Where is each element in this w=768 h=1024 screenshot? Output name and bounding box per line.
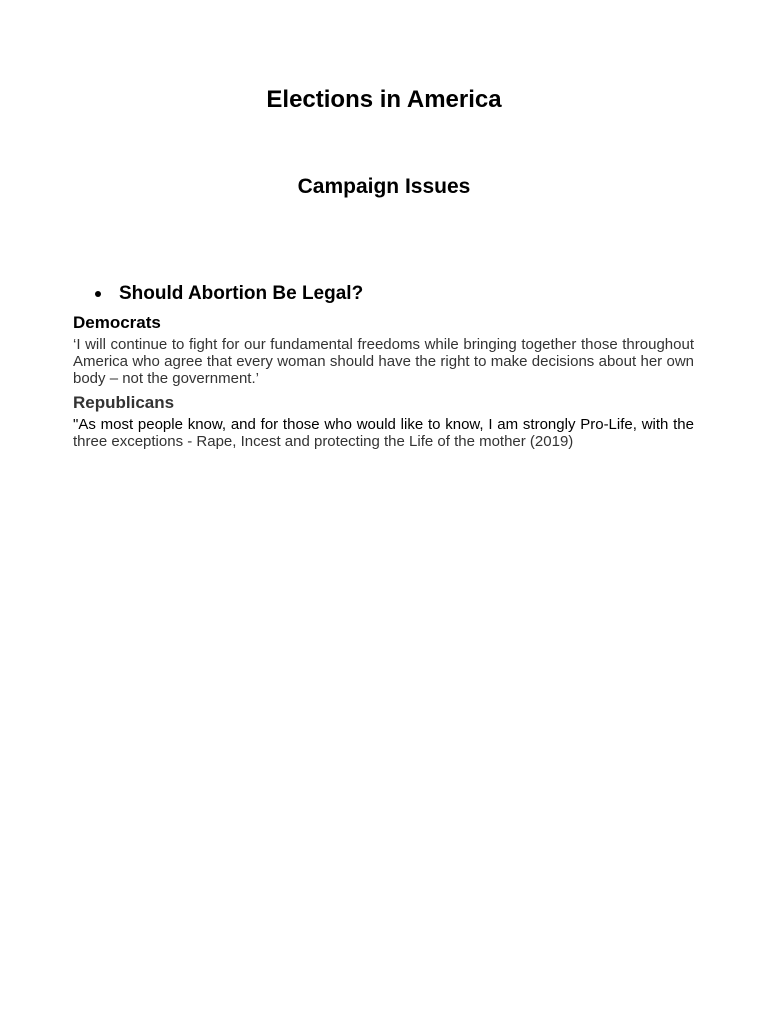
issue-section xyxy=(73,280,694,450)
bullet-icon xyxy=(95,291,101,297)
democrats-quote: ‘I will continue to fight for our fundamental freedoms while bringing together those throughout America who agree that every woman should have the right to make decisions about her own body – not the government.’ xyxy=(73,336,694,387)
democrats-heading: Democrats xyxy=(73,313,161,332)
page-subtitle: Campaign Issues xyxy=(297,175,471,198)
issue-question: Should Abortion Be Legal? xyxy=(119,283,364,304)
issue-bullet xyxy=(95,280,694,308)
republicans-quote xyxy=(73,416,694,450)
republicans-quote-part1: "As most people know, and for those who would like to know, I am strongly Pro-Life, with the xyxy=(73,416,694,433)
page-title: Elections in America xyxy=(266,86,502,113)
republicans-quote-part2: three exceptions - Rape, Incest and protecting the Life of the mother (2019) xyxy=(73,433,574,450)
republicans-heading: Republicans xyxy=(73,393,175,412)
